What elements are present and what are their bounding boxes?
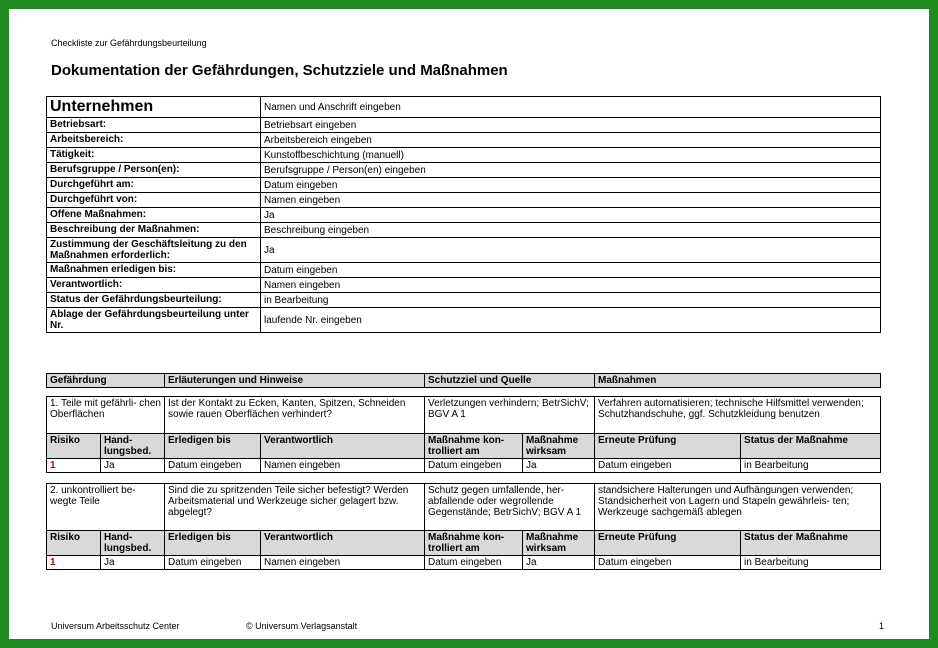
measure-header-row	[47, 434, 881, 459]
info-label: Durchgeführt von:	[47, 193, 261, 208]
wirksam-value[interactable]: Ja	[523, 556, 595, 570]
subcol-pruefung: Erneute Prüfung	[595, 434, 741, 459]
info-label: Maßnahmen erledigen bis:	[47, 263, 261, 278]
measure-value-row	[47, 459, 881, 473]
info-row	[47, 223, 881, 238]
verantwortlich-value[interactable]: Namen eingeben	[261, 556, 425, 570]
hazard-table	[46, 373, 881, 570]
hazard-explanation: Sind die zu spritzenden Teile sicher befestigt? Werden Arbeitsmaterial und Werkzeuge sicher gelagert bzw. abgelegt?	[165, 484, 425, 531]
pruefung-value[interactable]: Datum eingeben	[595, 459, 741, 473]
info-label: Berufsgruppe / Person(en):	[47, 163, 261, 178]
status-value[interactable]: in Bearbeitung	[741, 459, 881, 473]
measure-header-row	[47, 531, 881, 556]
risk-value[interactable]: 1	[47, 459, 101, 473]
section-spacer	[47, 388, 881, 397]
erledigen-value[interactable]: Datum eingeben	[165, 556, 261, 570]
subcol-wirksam: Maßnahme wirksam	[523, 434, 595, 459]
info-label: Status der Gefährdungsbeurteilung:	[47, 293, 261, 308]
pruefung-value[interactable]: Datum eingeben	[595, 556, 741, 570]
info-row	[47, 178, 881, 193]
info-label: Beschreibung der Maßnahmen:	[47, 223, 261, 238]
erledigen-value[interactable]: Datum eingeben	[165, 459, 261, 473]
company-row	[47, 97, 881, 118]
hazard-explanation: Ist der Kontakt zu Ecken, Kanten, Spitzen, Schneiden sowie rauen Oberflächen verhindert?	[165, 397, 425, 434]
hazard-measures: Verfahren automatisieren; technische Hilfsmittel verwenden; Schutzhandschuhe, ggf. Schutzkleidung benutzen	[595, 397, 881, 434]
col-schutzziel: Schutzziel und Quelle	[425, 374, 595, 388]
info-label: Verantwortlich:	[47, 278, 261, 293]
info-row	[47, 293, 881, 308]
hazard-name: 1. Teile mit gefährli- chen Oberflächen	[47, 397, 165, 434]
subcol-risiko: Risiko	[47, 531, 101, 556]
company-value[interactable]: Namen und Anschrift eingeben	[261, 97, 881, 118]
info-value[interactable]: Berufsgruppe / Person(en) eingeben	[261, 163, 881, 178]
hazard-protection-goal: Schutz gegen umfallende, her- abfallende oder wegrollende Gegenstände; BetrSichV; BGV A 1	[425, 484, 595, 531]
info-value[interactable]: Arbeitsbereich eingeben	[261, 133, 881, 148]
handlung-value[interactable]: Ja	[101, 459, 165, 473]
info-label: Betriebsart:	[47, 118, 261, 133]
info-row	[47, 193, 881, 208]
info-value[interactable]: in Bearbeitung	[261, 293, 881, 308]
kontrolliert-value[interactable]: Datum eingeben	[425, 556, 523, 570]
section-spacer	[47, 473, 881, 484]
subcol-status: Status der Maßnahme	[741, 434, 881, 459]
subcol-pruefung: Erneute Prüfung	[595, 531, 741, 556]
info-value[interactable]: Datum eingeben	[261, 178, 881, 193]
info-value[interactable]: Namen eingeben	[261, 278, 881, 293]
info-value[interactable]: Ja	[261, 208, 881, 223]
document-subtitle: Checkliste zur Gefährdungsbeurteilung	[51, 38, 207, 48]
company-label: Unternehmen	[47, 97, 261, 118]
info-row	[47, 148, 881, 163]
hazard-description-row	[47, 484, 881, 531]
subcol-erledigen: Erledigen bis	[165, 531, 261, 556]
subcol-handlung: Hand- lungsbed.	[101, 434, 165, 459]
col-massnahmen: Maßnahmen	[595, 374, 881, 388]
info-row	[47, 263, 881, 278]
info-value[interactable]: Ja	[261, 238, 881, 263]
document-page	[9, 9, 929, 639]
info-value[interactable]: Beschreibung eingeben	[261, 223, 881, 238]
info-value[interactable]: laufende Nr. eingeben	[261, 308, 881, 333]
verantwortlich-value[interactable]: Namen eingeben	[261, 459, 425, 473]
subcol-wirksam: Maßnahme wirksam	[523, 531, 595, 556]
subcol-risiko: Risiko	[47, 434, 101, 459]
footer-page-number: 1	[879, 621, 885, 631]
hazard-measures: standsichere Halterungen und Aufhängungen verwenden; Standsicherheit von Lagern und Stapeln gewährleis- ten; Werkzeuge sachgemäß ablegen	[595, 484, 881, 531]
subcol-status: Status der Maßnahme	[741, 531, 881, 556]
subcol-kontrolliert: Maßnahme kon- trolliert am	[425, 434, 523, 459]
subcol-kontrolliert: Maßnahme kon- trolliert am	[425, 531, 523, 556]
document-title: Dokumentation der Gefährdungen, Schutzziele und Maßnahmen	[51, 62, 508, 79]
info-row	[47, 133, 881, 148]
info-label: Durchgeführt am:	[47, 178, 261, 193]
status-value[interactable]: in Bearbeitung	[741, 556, 881, 570]
info-value[interactable]: Datum eingeben	[261, 263, 881, 278]
company-info-table	[46, 96, 881, 333]
kontrolliert-value[interactable]: Datum eingeben	[425, 459, 523, 473]
section-spacer-cell	[47, 473, 881, 484]
wirksam-value[interactable]: Ja	[523, 459, 595, 473]
info-label: Offene Maßnahmen:	[47, 208, 261, 223]
info-row	[47, 238, 881, 263]
col-erlaeuterungen: Erläuterungen und Hinweise	[165, 374, 425, 388]
info-row	[47, 308, 881, 333]
info-value[interactable]: Betriebsart eingeben	[261, 118, 881, 133]
info-row	[47, 163, 881, 178]
footer-left: Universum Arbeitsschutz Center	[51, 621, 180, 631]
section-spacer-cell	[47, 388, 881, 397]
hazard-description-row	[47, 397, 881, 434]
subcol-verantwortlich: Verantwortlich	[261, 434, 425, 459]
footer-middle: © Universum Verlagsanstalt	[246, 621, 358, 631]
info-label: Zustimmung der Geschäftsleitung zu den Maßnahmen erforderlich:	[47, 238, 261, 263]
col-gefaehrdung: Gefährdung	[47, 374, 165, 388]
info-row	[47, 208, 881, 223]
info-value[interactable]: Kunstoffbeschichtung (manuell)	[261, 148, 881, 163]
info-row	[47, 118, 881, 133]
subcol-verantwortlich: Verantwortlich	[261, 531, 425, 556]
measure-value-row	[47, 556, 881, 570]
info-value[interactable]: Namen eingeben	[261, 193, 881, 208]
subcol-erledigen: Erledigen bis	[165, 434, 261, 459]
info-label: Arbeitsbereich:	[47, 133, 261, 148]
info-label: Ablage der Gefährdungsbeurteilung unter Nr.	[47, 308, 261, 333]
info-row	[47, 278, 881, 293]
info-label: Tätigkeit:	[47, 148, 261, 163]
hazard-header-row	[47, 374, 881, 388]
hazard-protection-goal: Verletzungen verhindern; BetrSichV; BGV A 1	[425, 397, 595, 434]
risk-value[interactable]: 1	[47, 556, 101, 570]
handlung-value[interactable]: Ja	[101, 556, 165, 570]
subcol-handlung: Hand- lungsbed.	[101, 531, 165, 556]
hazard-name: 2. unkontrolliert be- wegte Teile	[47, 484, 165, 531]
